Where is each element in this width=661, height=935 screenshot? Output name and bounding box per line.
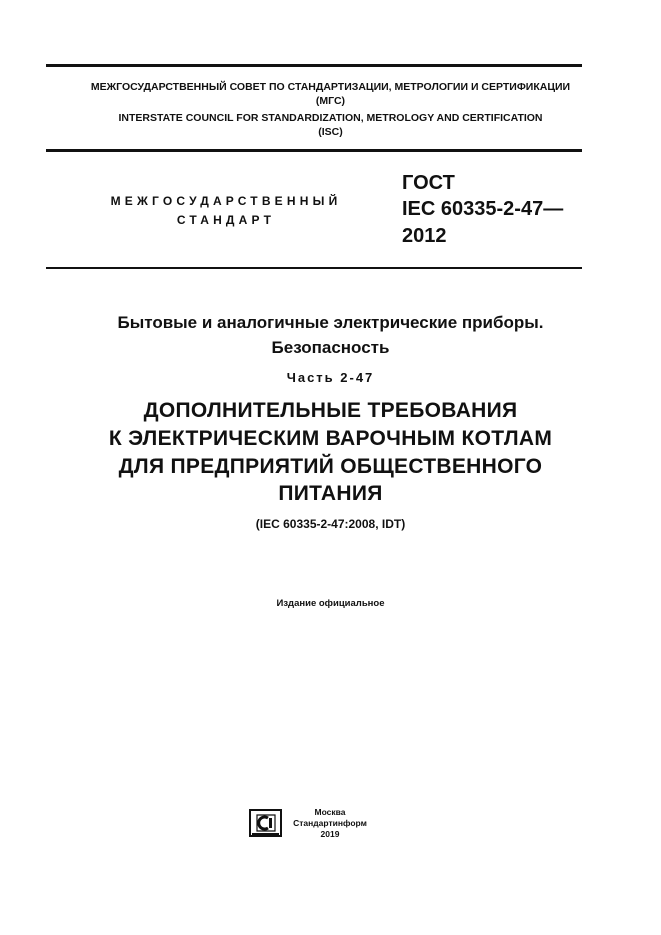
standard-number: IEC 60335-2-47—	[402, 198, 564, 220]
standard-year: 2012	[402, 225, 447, 247]
header-rule	[46, 149, 582, 152]
subtitle-line2: К ЭЛЕКТРИЧЕСКИМ ВАРОЧНЫМ КОТЛАМ	[108, 427, 553, 450]
title-line1: Бытовые и аналогичные электрические приборы.	[117, 313, 544, 332]
title-line2: Безопасность	[271, 338, 390, 357]
standartinform-logo-icon	[249, 809, 282, 837]
council-en-line2: (ISC)	[318, 126, 343, 138]
iec-reference: (IEC 60335-2-47:2008, IDT)	[255, 517, 406, 531]
top-rule	[46, 64, 582, 67]
publisher-city: Москва	[314, 807, 346, 817]
council-ru-line1: МЕЖГОСУДАРСТВЕННЫЙ СОВЕТ ПО СТАНДАРТИЗАЦИИ, МЕТРОЛОГИИ И СЕРТИФИКАЦИИ	[90, 81, 571, 93]
part-label: Часть 2-47	[286, 370, 375, 385]
publisher-name: Стандартинформ	[293, 818, 367, 828]
designation-rule	[46, 267, 582, 269]
gost-label: ГОСТ	[402, 172, 455, 194]
interstate-label: МЕЖГОСУДАРСТВЕННЫЙ	[110, 194, 342, 208]
subtitle-line1: ДОПОЛНИТЕЛЬНЫЕ ТРЕБОВАНИЯ	[143, 399, 518, 422]
edition-label: Издание официальное	[276, 598, 385, 609]
council-en-line1: INTERSTATE COUNCIL FOR STANDARDIZATION, METROLOGY AND CERTIFICATION	[118, 112, 543, 124]
publisher-year: 2019	[320, 829, 340, 839]
council-ru-line2: (МГС)	[315, 95, 346, 107]
subtitle-line4: ПИТАНИЯ	[278, 482, 383, 505]
subtitle-line3: ДЛЯ ПРЕДПРИЯТИЙ ОБЩЕСТВЕННОГО	[118, 455, 543, 478]
standard-label: СТАНДАРТ	[176, 213, 276, 227]
